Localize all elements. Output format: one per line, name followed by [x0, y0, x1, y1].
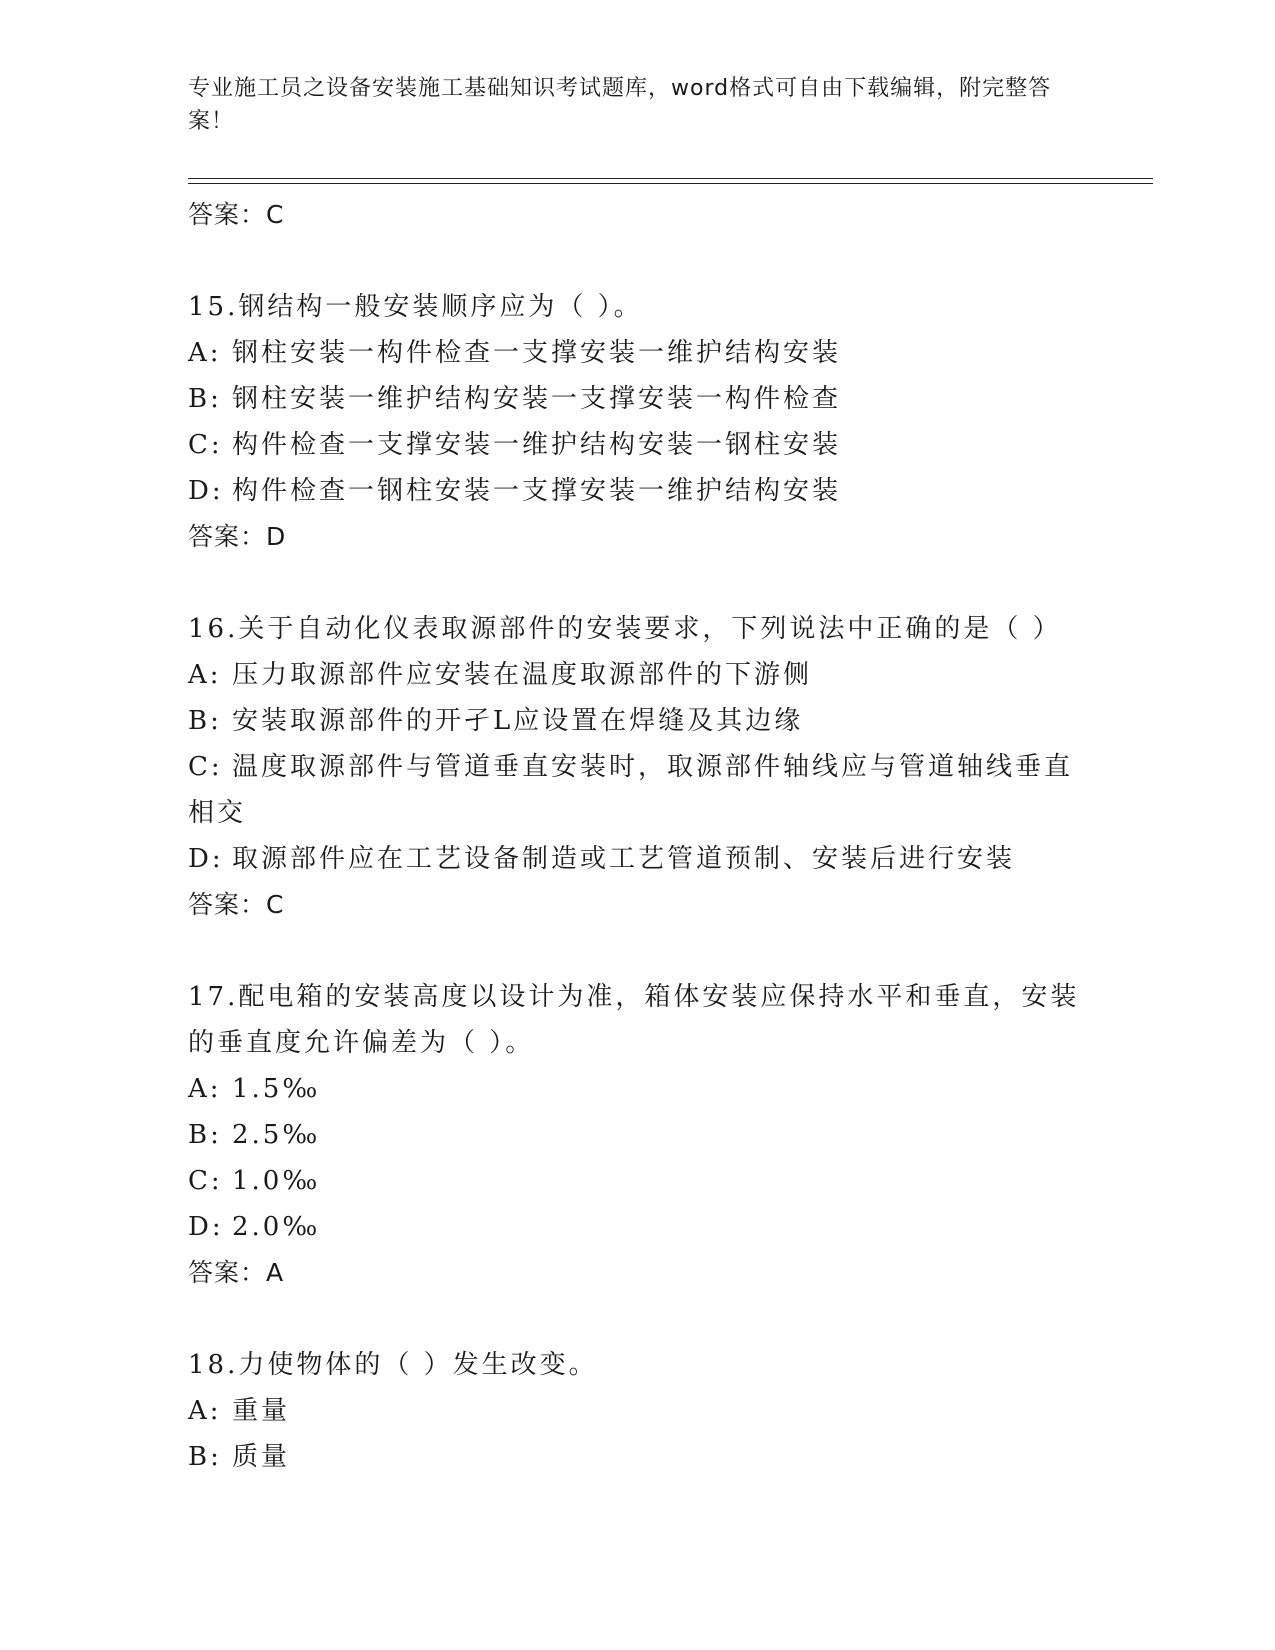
answer: 答案：C — [188, 890, 285, 919]
question-16 — [188, 606, 1088, 928]
option-key: A: — [188, 1074, 222, 1104]
option-a — [188, 330, 1088, 376]
question-18 — [188, 1342, 1088, 1480]
answer-previous: 答案：C — [188, 200, 285, 229]
question-stem: 17.配电箱的安装高度以设计为准，箱体安装应保持水平和垂直，安装 — [188, 982, 1080, 1012]
option-b — [188, 376, 1088, 422]
option-key: A: — [188, 338, 222, 368]
document-header: 专业施工员之设备安装施工基础知识考试题库，word格式可自由下载编辑，附完整答案！ — [188, 76, 1052, 134]
answer: 答案：A — [188, 1258, 285, 1287]
spacer — [188, 1296, 1088, 1342]
option-key: C: — [188, 430, 223, 460]
option-d — [188, 1204, 1088, 1250]
question-list — [188, 192, 1088, 1480]
option-key: C: — [188, 752, 223, 782]
option-key: A: — [188, 1396, 222, 1426]
option-d — [188, 836, 1088, 882]
option-key: C: — [188, 1166, 223, 1196]
question-stem-continuation: 的垂直度允许偏差为（ ）。 — [188, 1028, 535, 1058]
option-text: 2.0‰ — [232, 1212, 321, 1242]
spacer — [188, 238, 1088, 284]
option-text: 2.5‰ — [232, 1120, 321, 1150]
option-key: D: — [188, 476, 224, 506]
option-text: 1.0‰ — [232, 1166, 321, 1196]
option-text: 重量 — [232, 1396, 291, 1426]
option-text: 温度取源部件与管道垂直安装时，取源部件轴线应与管道轴线垂直 — [232, 752, 1074, 782]
option-key: B: — [188, 706, 222, 736]
question-stem: 15.钢结构一般安装顺序应为（ ）。 — [188, 292, 643, 322]
option-text: 钢柱安装一构件检查一支撑安装一维护结构安装 — [232, 338, 842, 368]
option-key: B: — [188, 1120, 222, 1150]
question-15 — [188, 284, 1088, 560]
option-a — [188, 1388, 1088, 1434]
option-key: A: — [188, 660, 222, 690]
option-text: 质量 — [232, 1442, 291, 1472]
option-key: D: — [188, 1212, 224, 1242]
answer: 答案：D — [188, 522, 287, 551]
question-17 — [188, 974, 1088, 1296]
option-d — [188, 468, 1088, 514]
option-b — [188, 1434, 1088, 1480]
question-stem: 16.关于自动化仪表取源部件的安装要求，下列说法中正确的是（ ） — [188, 614, 1062, 644]
option-c — [188, 422, 1088, 468]
option-text: 安装取源部件的开孑L应设置在焊缝及其边缘 — [232, 706, 804, 736]
option-key: B: — [188, 384, 222, 414]
option-text: 构件检查一钢柱安装一支撑安装一维护结构安装 — [232, 476, 842, 506]
option-key: B: — [188, 1442, 222, 1472]
question-stem: 18.力使物体的（ ）发生改变。 — [188, 1350, 598, 1380]
spacer — [188, 928, 1088, 974]
option-text: 1.5‰ — [232, 1074, 321, 1104]
option-text: 压力取源部件应安装在温度取源部件的下游侧 — [232, 660, 813, 690]
header-divider-top — [188, 178, 1153, 179]
option-key: D: — [188, 844, 224, 874]
option-c — [188, 1158, 1088, 1204]
spacer — [188, 560, 1088, 606]
header-divider-bottom — [188, 183, 1153, 184]
option-b — [188, 698, 1088, 744]
option-b — [188, 1112, 1088, 1158]
option-a — [188, 652, 1088, 698]
option-text: 钢柱安装一维护结构安装一支撑安装一构件检查 — [232, 384, 842, 414]
option-text: 构件检查一支撑安装一维护结构安装一钢柱安装 — [232, 430, 842, 460]
option-c — [188, 744, 1088, 790]
option-text: 取源部件应在工艺设备制造或工艺管道预制、安装后进行安装 — [232, 844, 1016, 874]
option-c-continuation: 相交 — [188, 798, 247, 828]
option-a — [188, 1066, 1088, 1112]
